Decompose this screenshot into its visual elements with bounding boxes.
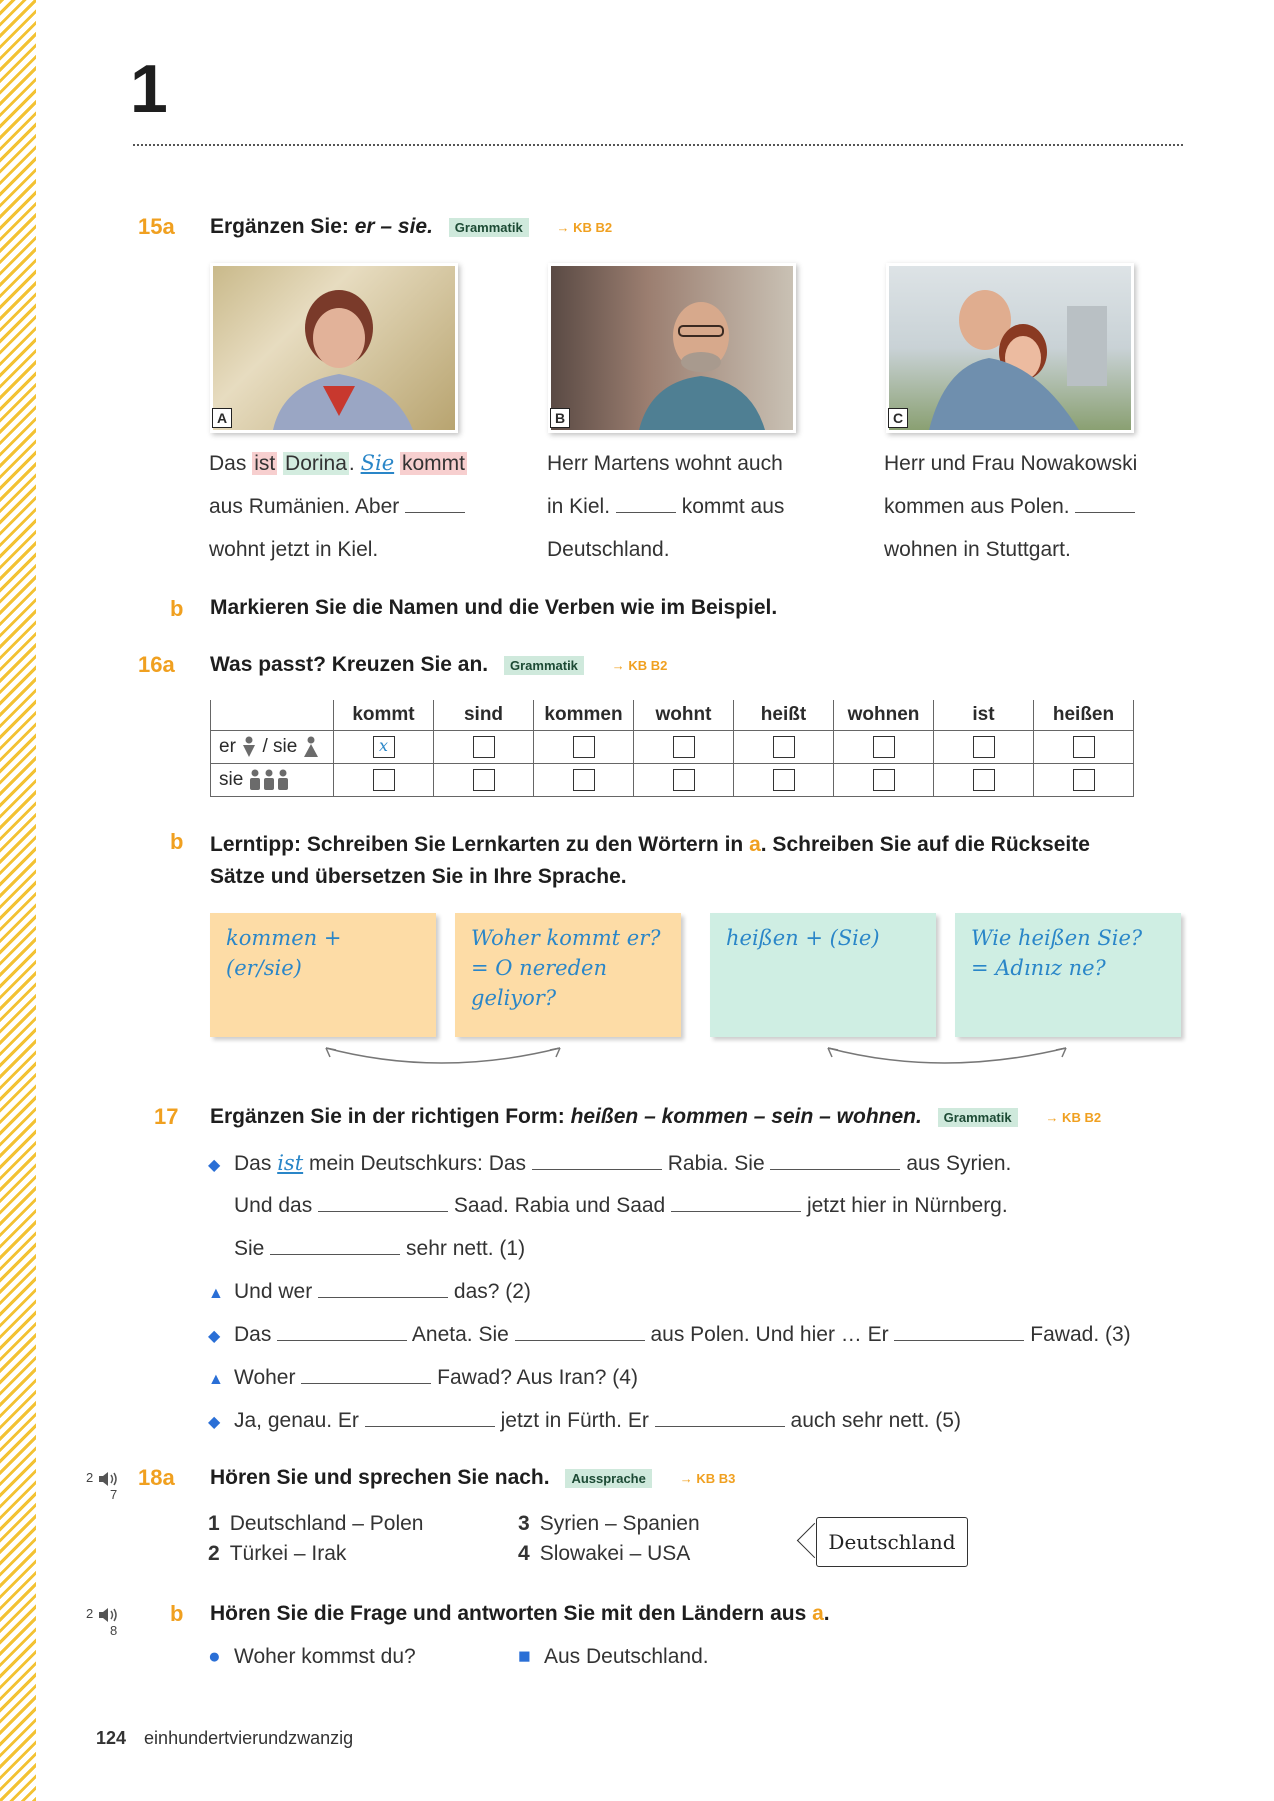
blank-field[interactable] (894, 1340, 1024, 1341)
word: Das (209, 452, 247, 475)
audio-track-18b[interactable] (86, 1606, 119, 1639)
text-line: Sätze und übersetzen Sie in Ihre Sprache. (210, 865, 627, 888)
checkbox[interactable] (573, 769, 595, 791)
handwritten-answer: Sie (360, 451, 395, 475)
dialog-line-6 (208, 1366, 638, 1390)
text-line (210, 829, 1090, 861)
title-italic: er – sie. (354, 215, 433, 238)
dotted-divider (133, 144, 1183, 146)
column-header: wohnt (634, 700, 734, 731)
table-header-row (211, 700, 1134, 731)
photo-label-c: C (888, 408, 908, 428)
triangle-bullet-icon: ▲ (208, 1371, 224, 1388)
word: . (348, 452, 355, 475)
blank-field[interactable] (671, 1211, 801, 1212)
cd-number: 2 (86, 1606, 94, 1621)
checkbox[interactable] (473, 769, 495, 791)
list-item (208, 1512, 424, 1536)
checkbox[interactable] (673, 769, 695, 791)
text: Fawad? Aus Iran? (4) (437, 1366, 638, 1389)
triangle-bullet-icon: ▲ (208, 1285, 224, 1302)
text: kommt aus (681, 495, 785, 518)
flip-arrow-icon (326, 1048, 560, 1063)
item-number: 2 (208, 1542, 220, 1565)
text-b-line1: Herr Martens wohnt auch (547, 452, 783, 475)
learning-card-back-1: Woher kommt er? = O nereden geliyor? (455, 913, 681, 1037)
grammatik-tag: Grammatik (938, 1108, 1018, 1127)
exercise-16b-text (210, 829, 1090, 893)
exercise-15b-text: Markieren Sie die Namen und die Verben wie im Beispiel. (210, 596, 778, 619)
checkbox-cell (534, 764, 634, 797)
checkbox[interactable] (773, 769, 795, 791)
text: jetzt in Fürth. Er (500, 1409, 649, 1432)
blank-field[interactable] (318, 1297, 448, 1298)
track-number: 8 (110, 1622, 118, 1638)
text: Das (234, 1152, 272, 1175)
text: sehr nett. (1) (406, 1237, 526, 1260)
column-header: heißt (734, 700, 834, 731)
decorative-stripe (0, 0, 36, 1801)
accent-letter: a (749, 833, 761, 856)
text-a (209, 442, 467, 571)
grammatik-tag: Grammatik (504, 656, 584, 675)
text-c-line3: wohnen in Stuttgart. (884, 538, 1071, 561)
highlight-name: Dorina (285, 452, 347, 475)
checkbox-cell (434, 731, 534, 764)
table-row (211, 764, 1134, 797)
exercise-18a-number: 18a (138, 1465, 175, 1490)
speaker-icon (97, 1607, 119, 1623)
blank-field[interactable] (655, 1426, 785, 1427)
blank-field[interactable] (318, 1211, 448, 1212)
text: Ja, genau. Er (234, 1409, 359, 1432)
checkbox[interactable] (673, 736, 695, 758)
text: aus Rumänien. Aber (209, 495, 400, 518)
exercise-15a-title (210, 215, 612, 239)
aussprache-tag: Aussprache (565, 1469, 651, 1488)
exercise-16b-label: b (170, 829, 184, 854)
male-person-icon (241, 736, 257, 758)
square-bullet-icon: ■ (518, 1645, 531, 1668)
checkbox[interactable] (873, 736, 895, 758)
checkbox-checked[interactable]: x (373, 736, 395, 758)
exercise-17-number: 17 (154, 1104, 179, 1129)
exercise-18b-text (210, 1602, 830, 1626)
learning-card-back-2: Wie heißen Sie? = Adınız ne? (955, 913, 1181, 1037)
table-corner (211, 700, 334, 731)
list-item (518, 1542, 690, 1566)
text-b (547, 442, 784, 571)
diamond-bullet-icon: ◆ (208, 1157, 221, 1174)
question-line (208, 1645, 416, 1669)
checkbox-cell (1034, 731, 1134, 764)
list-item (518, 1512, 700, 1536)
column-header: wohnen (834, 700, 934, 731)
text: / sie (262, 736, 298, 757)
checkbox-cell (334, 764, 434, 797)
column-header: kommt (334, 700, 434, 731)
text: . (823, 1602, 830, 1625)
blank-field[interactable] (770, 1169, 900, 1170)
kb-reference: → KB B3 (679, 1470, 736, 1486)
dialog-line-1 (208, 1151, 1011, 1176)
exercise-16a-title (210, 653, 667, 677)
text: Und das (234, 1194, 313, 1217)
checkbox-cell (734, 731, 834, 764)
blank-field[interactable] (515, 1340, 645, 1341)
text: Woher (234, 1366, 296, 1389)
text: in Kiel. (547, 495, 611, 518)
checkbox-cell (734, 764, 834, 797)
audio-track-18a[interactable] (86, 1470, 119, 1503)
dialog-line-7 (208, 1409, 961, 1433)
checkbox-cell (334, 731, 434, 764)
photo-b (548, 263, 796, 433)
exercise-18a-title (210, 1466, 735, 1490)
kb-reference: → KB B2 (556, 219, 613, 235)
dialog-line-3 (234, 1237, 525, 1261)
item-text: Syrien – Spanien (539, 1512, 700, 1535)
learning-card-front-1: kommen + (er/sie) (210, 913, 436, 1037)
speaker-icon (97, 1471, 119, 1487)
checkbox[interactable] (1073, 736, 1095, 758)
text: Rabia. Sie (667, 1152, 765, 1175)
blank-field[interactable] (616, 512, 676, 513)
text: sie (219, 769, 244, 790)
exercise-16a-number: 16a (138, 652, 175, 677)
checkbox-cell (834, 731, 934, 764)
woman-portrait-icon (213, 266, 455, 430)
text: das? (2) (453, 1280, 531, 1303)
item-number: 4 (518, 1542, 530, 1565)
blank-field[interactable] (277, 1340, 407, 1341)
text: Und wer (234, 1280, 313, 1303)
text-a-line3: wohnt jetzt in Kiel. (209, 538, 379, 561)
checkbox-cell (834, 764, 934, 797)
checkbox[interactable] (873, 769, 895, 791)
item-text: Slowakei – USA (539, 1542, 691, 1565)
text-c (884, 442, 1137, 571)
item-text: Türkei – Irak (229, 1542, 347, 1565)
text: Hören Sie die Frage und antworten Sie mit den Ländern aus (210, 1602, 813, 1625)
checkbox-cell (934, 764, 1034, 797)
checkbox[interactable] (473, 736, 495, 758)
table-row (211, 731, 1134, 764)
title-text: Ergänzen Sie in der richtigen Form: (210, 1105, 571, 1128)
checkbox[interactable] (973, 769, 995, 791)
page-footer (96, 1728, 353, 1749)
circle-bullet-icon: ● (208, 1645, 221, 1668)
row-label-er-sie (211, 731, 334, 764)
answer-text: Aus Deutschland. (544, 1645, 709, 1668)
column-header: heißen (1034, 700, 1134, 731)
accent-letter: a (812, 1602, 824, 1625)
checkbox-cell (1034, 764, 1134, 797)
checkbox-cell (534, 731, 634, 764)
diamond-bullet-icon: ◆ (208, 1414, 221, 1431)
text-b-line3: Deutschland. (547, 538, 670, 561)
blank-field[interactable] (532, 1169, 662, 1170)
highlight-verb: ist (254, 452, 276, 475)
flip-arrow-icon (828, 1048, 1066, 1063)
text: Aneta. Sie (411, 1323, 509, 1346)
text: kommen aus Polen. (884, 495, 1070, 518)
dialog-line-4 (208, 1280, 531, 1304)
checkbox-cell (634, 731, 734, 764)
title-text: Hören Sie und sprechen Sie nach. (210, 1466, 550, 1489)
column-header: ist (934, 700, 1034, 731)
couple-portrait-icon (889, 266, 1131, 430)
highlight-verb: kommt (401, 452, 465, 475)
blank-field[interactable] (1075, 512, 1135, 513)
grammatik-tag: Grammatik (449, 218, 529, 237)
kb-reference: → KB B2 (611, 657, 668, 673)
exercise-15b-label: b (170, 596, 184, 621)
list-item (208, 1542, 346, 1566)
speech-bubble: Deutschland (816, 1517, 968, 1567)
checkbox[interactable] (573, 736, 595, 758)
text: Lerntipp: Schreiben Sie Lernkarten zu den Wörtern in (210, 833, 750, 856)
page-number-words: einhundertvierundzwanzig (144, 1728, 354, 1748)
checkbox-cell (634, 764, 734, 797)
row-label-sie-plural (211, 764, 334, 797)
photo-c (886, 263, 1134, 433)
checkbox-cell (934, 731, 1034, 764)
group-people-icon (249, 769, 289, 791)
checkbox[interactable] (373, 769, 395, 791)
blank-field[interactable] (405, 512, 465, 513)
dialog-line-5 (208, 1323, 1131, 1347)
text: Das (234, 1323, 272, 1346)
blank-field[interactable] (365, 1426, 495, 1427)
question-text: Woher kommst du? (234, 1645, 416, 1668)
text-a-line2 (209, 485, 467, 528)
photo-label-a: A (212, 408, 232, 428)
text: . Schreiben Sie auf die Rückseite (760, 833, 1090, 856)
blank-field[interactable] (301, 1383, 431, 1384)
text: Saad. Rabia und Saad (453, 1194, 666, 1217)
verb-table (210, 700, 1134, 797)
text: er (219, 736, 236, 757)
blank-field[interactable] (270, 1254, 400, 1255)
exercise-17-title (210, 1105, 1101, 1129)
photo-a (210, 263, 458, 433)
item-number: 3 (518, 1512, 530, 1535)
checkbox-cell (434, 764, 534, 797)
text: auch sehr nett. (5) (790, 1409, 961, 1432)
text: aus Polen. Und hier … Er (650, 1323, 889, 1346)
title-italic: heißen – kommen – sein – wohnen. (570, 1105, 922, 1128)
diamond-bullet-icon: ◆ (208, 1328, 221, 1345)
man-portrait-icon (551, 266, 793, 430)
text: Fawad. (3) (1030, 1323, 1131, 1346)
title-text: Ergänzen Sie: (210, 215, 355, 238)
text-b-line2 (547, 485, 784, 528)
card-flip-arrows (320, 1042, 1080, 1072)
chapter-number: 1 (130, 51, 168, 127)
column-header: sind (434, 700, 534, 731)
text-c-line1: Herr und Frau Nowakowski (884, 452, 1138, 475)
text-c-line2 (884, 485, 1137, 528)
text: Sie (234, 1237, 265, 1260)
kb-reference: → KB B2 (1045, 1109, 1102, 1125)
checkbox[interactable] (1073, 769, 1095, 791)
text: mein Deutschkurs: Das (308, 1152, 527, 1175)
title-text: Was passt? Kreuzen Sie an. (210, 653, 489, 676)
page-number: 124 (96, 1728, 127, 1748)
female-person-icon (303, 736, 319, 758)
item-text: Deutschland – Polen (229, 1512, 424, 1535)
cd-number: 2 (86, 1470, 94, 1485)
text: aus Syrien. (906, 1152, 1012, 1175)
item-number: 1 (208, 1512, 220, 1535)
photo-label-b: B (550, 408, 570, 428)
dialog-line-2 (234, 1194, 1008, 1218)
learning-card-front-2: heißen + (Sie) (710, 913, 936, 1037)
exercise-15a-number: 15a (138, 214, 175, 239)
checkbox[interactable] (773, 736, 795, 758)
text: jetzt hier in Nürnberg. (806, 1194, 1008, 1217)
exercise-18b-label: b (170, 1601, 184, 1626)
column-header: kommen (534, 700, 634, 731)
checkbox[interactable] (973, 736, 995, 758)
text-a-line1 (209, 442, 467, 485)
track-number: 7 (110, 1486, 118, 1502)
handwritten-answer: ist (277, 1151, 304, 1175)
answer-line (518, 1645, 709, 1669)
